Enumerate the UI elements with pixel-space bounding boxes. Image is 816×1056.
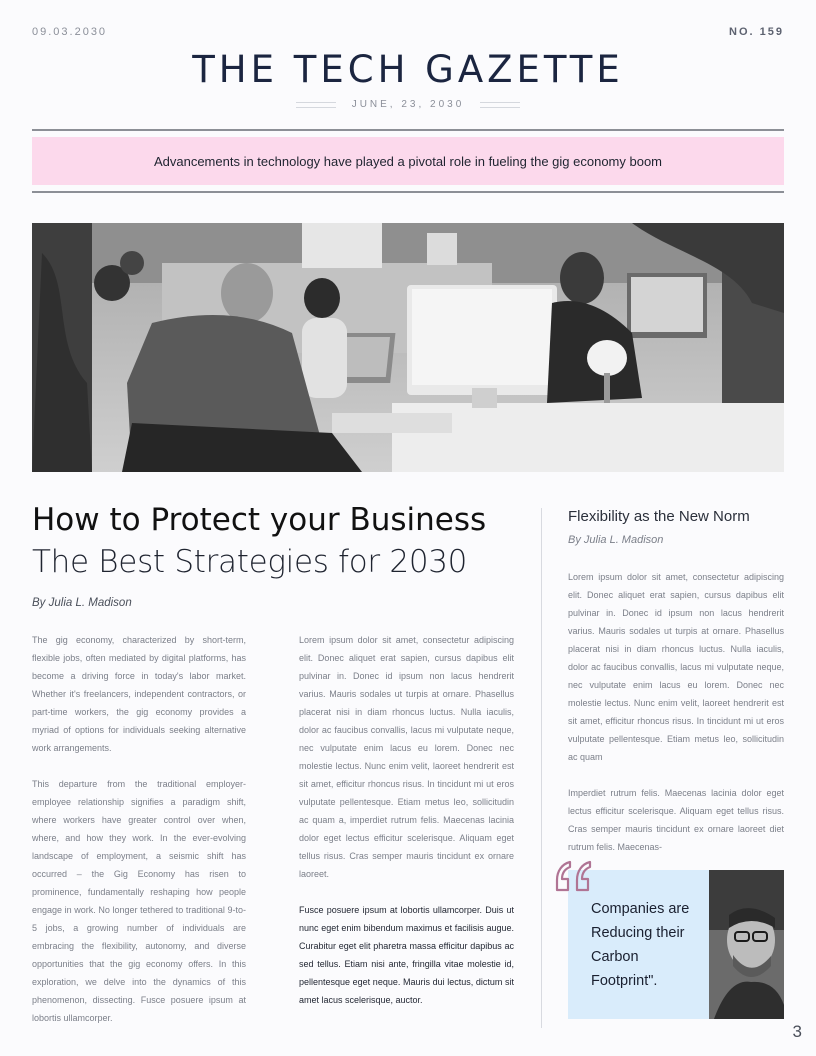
highlight-banner [32, 137, 784, 185]
office-scene-illustration [32, 223, 784, 472]
top-date: 09.03.2030 [32, 26, 108, 38]
paragraph: The gig economy, characterized by short-term, flexible jobs, often mediated by digital platforms, has become a driving force in today's labor market. Whether it's freelancers, independent contractors, or part-time workers, the gig economy provides a myriad of options for individuals seeking alternative work arrangements. [32, 635, 246, 753]
top-rule [32, 129, 784, 131]
column-divider [541, 508, 542, 1028]
paragraph: Imperdiet rutrum felis. Maecenas lacinia dolor eget lectus efficitur scelerisque. Aliquam eget tellus risus. Cras semper mauris tincidunt ex ornare laoreet diet rutrum felis. Maecenas- [568, 788, 784, 852]
sidebar-title: Flexibility as the New Norm [568, 508, 750, 525]
sidebar-column [568, 568, 784, 856]
issue-date: JUNE, 23, 2030 [351, 99, 465, 110]
issue-number: NO. 159 [729, 26, 784, 38]
masthead-date-row [0, 99, 816, 110]
sidebar-byline: By Julia L. Madison [568, 534, 664, 546]
article-subheadline: The Best Strategies for 2030 [32, 544, 468, 580]
paragraph: Lorem ipsum dolor sit amet, consectetur adipiscing elit. Donec aliquet erat sapien, cursus dapibus elit pulvinar in. Donec id ipsum non lacus hendrerit varius. Mauris sodales ut turpis at ornare. Phasellus placerat nisi in diam rhoncus luctus. Nulla iaculis, dolor ac faucibus convallis, lacus mi vulputate neque, nec vulputate enim lacus eu lorem. Donec nec molestie lectus. Nunc enim velit, laoreet hendrerit est sit amet, efficitur rhoncus risus. In tincidunt mi ut eros vulputate pellentesque. Etiam metus leo, sollicitudin ac quam [568, 572, 784, 762]
decorative-lines-right [480, 102, 520, 108]
paragraph-emphasis: Fusce posuere ipsum at lobortis ullamcorper. Duis ut nunc eget enim bibendum maximus et facilisis augue. Curabitur eget elit pharetra massa efficitur dapibus ac sed tellus. Etiam nisi ante, fringilla vitae molestie id, pellentesque eget neque. Mauris dui lectus, dictum sit amet lacus scelerisque, auctor. [299, 905, 514, 1005]
masthead-title: THE TECH GAZETTE [192, 48, 624, 91]
quote-mark-icon [554, 858, 594, 894]
decorative-lines-left [296, 102, 336, 108]
paragraph: Lorem ipsum dolor sit amet, consectetur adipiscing elit. Donec aliquet erat sapien, cursus dapibus elit pulvinar in. Donec id ipsum non lacus hendrerit varius. Mauris sodales ut turpis at ornare. Phasellus placerat nisi in diam rhoncus luctus. Nulla iaculis, dolor ac faucibus convallis, lacus mi vulputate neque, nec vulputate enim lacus eu lorem. Donec nec molestie lectus. Nunc enim velit, laoreet hendrerit est sit amet, efficitur rhoncus risus. In tincidunt mi ut eros vulputate pellentesque. Etiam metus leo, sollicitudin ac quam a, imperdiet rutrum felis. Maecenas lacinia dolor eget lectus efficitur scelerisque. Aliquam eget tellus risus. Cras semper mauris tincidunt ex ornare laoreet. [299, 635, 514, 879]
article-headline: How to Protect your Business [32, 502, 487, 538]
article-column-1 [32, 631, 246, 1027]
article-byline: By Julia L. Madison [32, 597, 132, 609]
bottom-rule [32, 191, 784, 193]
page-number: 3 [792, 1022, 802, 1041]
portrait-illustration [709, 870, 784, 1019]
paragraph: This departure from the traditional employer-employee relationship signifies a paradigm shift, where workers have greater control over when, where, and how they work. In the ever-evolving landscape of employment, a seismic shift has occurred – the Gig Economy has risen to prominence, fundamentally reshaping how people engage in work. No longer tethered to traditional 9-to-5 jobs, a growing number of individuals are embracing the flexibility, autonomy, and diverse opportunities that the gig economy offers. In this exploration, we delve into the dynamics of this phenomenon, dissecting. Fusce posuere ipsum at lobortis ullamcorper. [32, 779, 246, 1023]
pull-quote-text: Companies are Reducing their Carbon Footprint". [591, 901, 690, 989]
hero-photo [32, 223, 784, 472]
article-column-2 [299, 631, 514, 1009]
banner-text: Advancements in technology have played a pivotal role in fueling the gig economy boom [153, 153, 663, 169]
quote-author-photo [709, 870, 784, 1019]
